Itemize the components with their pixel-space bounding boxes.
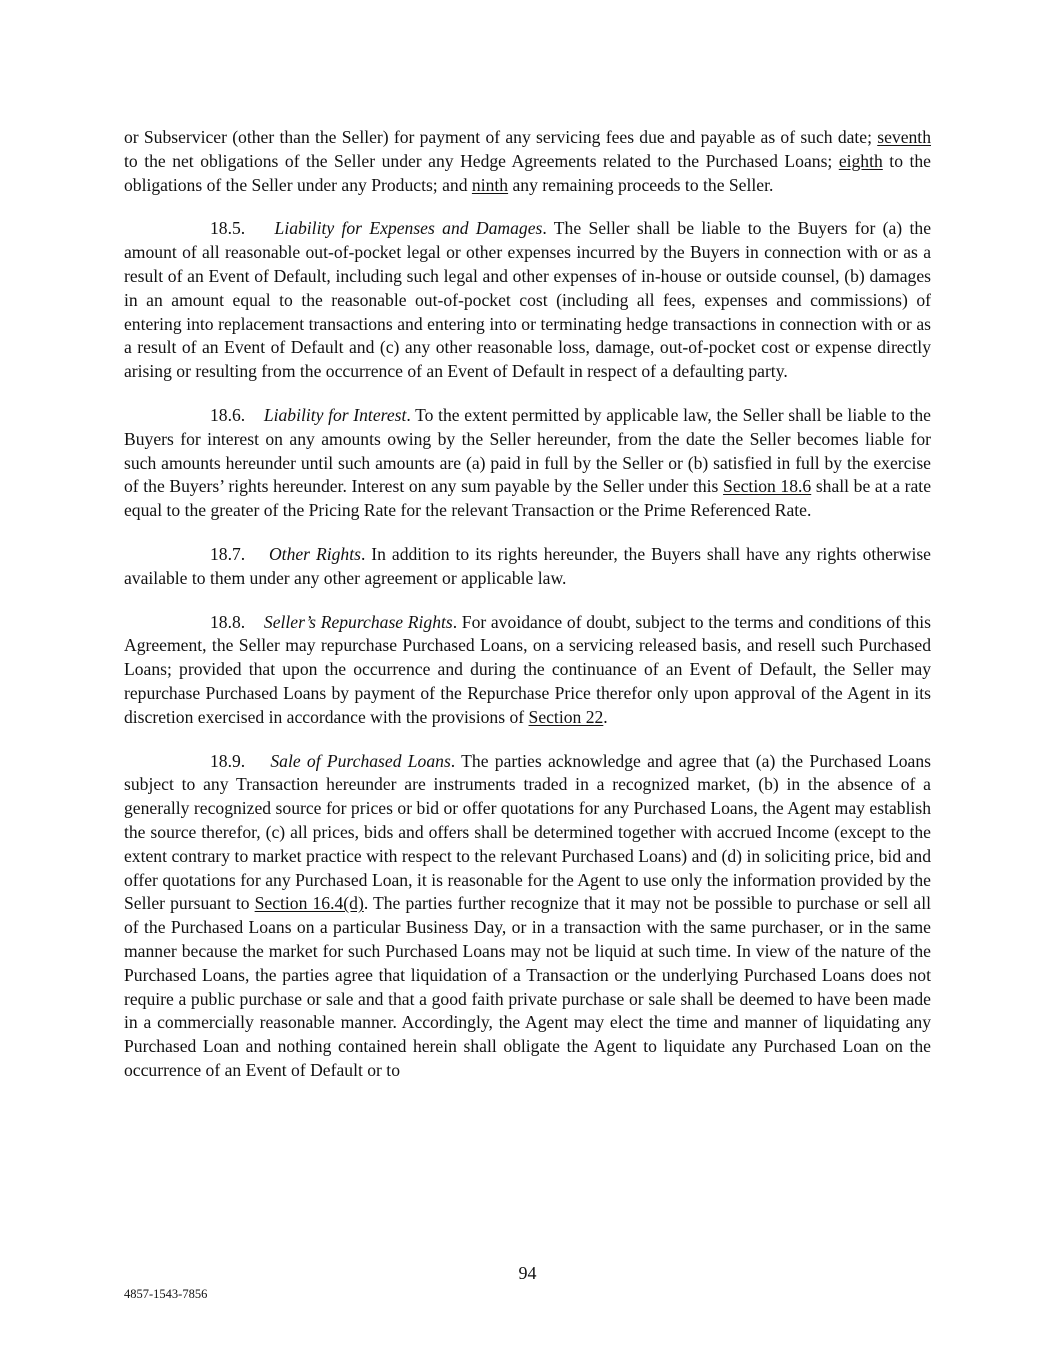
section-title: Seller’s Repurchase Rights xyxy=(263,611,453,632)
section-number: 18.5. xyxy=(210,218,246,239)
section-number: 18.6. xyxy=(210,404,246,425)
document-id: 4857-1543-7856 xyxy=(124,1287,208,1301)
underlined-term-seventh: seventh xyxy=(877,127,931,147)
section-18-5 xyxy=(124,217,931,384)
section-text: . The parties further recognize that it may not be possible to purchase or sell all of the Purchased Loans on a particular Business Day, or in a transaction with the same purchaser, or in the same manner because the market for such Purchased Loans may not be liquid at such time. In view of the nature of the Purchased Loans, the parties agree that liquidation of a Transaction or the underlying Purchased Loans does not require a public purchase or sale and that a good faith private purchase or sale shall be deemed to have been made in a commercially reasonable manner. Accordingly, the Agent may elect the time and manner of liquidating any Purchased Loan and nothing contained herein shall obligate the Agent to liquidate any Purchased Loan on the occurrence of an Event of Default or to xyxy=(124,893,931,1080)
document-body xyxy=(124,126,931,1103)
text-segment: or Subservicer (other than the Seller) for payment of any servicing fees due and payable as of such date; xyxy=(124,127,878,147)
section-reference-link[interactable]: Section 22 xyxy=(528,706,604,727)
section-number: 18.8. xyxy=(210,611,246,632)
section-number: 18.7. xyxy=(210,543,246,564)
section-reference-link[interactable]: Section 16.4(d) xyxy=(254,893,364,914)
section-text: . The parties acknowledge and agree that (a) the Purchased Loans subject to any Transaction hereunder are instruments traded in a recognized market, (b) in the absence of a generally recognized source for prices or bid or offer quotations for any Purchased Loans, the Agent may establish the source therefor, (c) all prices, bids and offers shall be determined together with accrued Income (except to the extent contrary to market practice with respect to the relevant Purchased Loans) and (d) in soliciting price, bid and offer quotations for any Purchased Loan, it is reasonable for the Agent to use only the information provided by the Seller pursuant to xyxy=(124,750,931,914)
text-segment: any remaining proceeds to the Seller. xyxy=(508,174,774,195)
section-18-7 xyxy=(124,543,931,591)
section-title: Liability for Interest xyxy=(263,404,407,425)
section-18-6 xyxy=(124,404,931,523)
section-reference-link[interactable]: Section 18.6 xyxy=(723,476,812,497)
text-segment: to the net obligations of the Seller under any Hedge Agreements related to the Purchased Loans; xyxy=(124,150,839,171)
page-number: 94 xyxy=(518,1263,537,1283)
section-text: . In addition to its rights hereunder, the Buyers shall have any rights otherwise available to them under any other agreement or applicable law. xyxy=(124,543,931,588)
text-segment: to the obligations of the Seller under any Products; and xyxy=(124,150,931,195)
section-18-9 xyxy=(124,750,931,1083)
continuation-paragraph xyxy=(124,126,931,197)
section-text: . To the extent permitted by applicable law, the Seller shall be liable to the Buyers for interest on any amounts owing by the Seller hereunder, from the date the Seller becomes liable for such amounts hereunder until such amounts are (a) paid in full by the Seller or (b) satisfied in full by the exercise of the Buyers’ rights hereunder. Interest on any sum payable by the Seller under this xyxy=(124,404,931,497)
section-18-8 xyxy=(124,611,931,730)
underlined-term-eighth: eighth xyxy=(838,150,883,171)
section-text: shall be at a rate equal to the greater of the Pricing Rate for the relevant Transaction or the Prime Referenced Rate. xyxy=(124,476,932,521)
section-title: Liability for Expenses and Damages xyxy=(274,218,543,239)
section-text: . For avoidance of doubt, subject to the terms and conditions of this Agreement, the Seller may repurchase Purchased Loans, on a servicing released basis, and resell such Purchased Loans; provided that upon the occurrence and during the continuance of an Event of Default, the Seller may repurchase Purchased Loans by payment of the Repurchase Price therefor only upon approval of the Agent in its discretion exercised in accordance with the provisions of xyxy=(124,611,931,727)
section-text: . xyxy=(603,706,608,727)
section-title: Other Rights xyxy=(268,543,361,564)
section-number: 18.9. xyxy=(210,750,246,771)
underlined-term-ninth: ninth xyxy=(471,174,509,195)
section-text: . The Seller shall be liable to the Buyers for (a) the amount of all reasonable out-of-pocket legal or other expenses incurred by the Buyers in connection with or as a result of an Event of Default, including such legal and other expenses of in-house or outside counsel, (b) damages in an amount equal to the reasonable out-of-pocket cost (including all fees, expenses and commissions) of entering into replacement transactions and entering into or terminating hedge transactions in connection with or as a result of an Event of Default and (c) any other reasonable loss, damage, out-of-pocket cost or expense directly arising or resulting from the occurrence of an Event of Default in respect of a defaulting party. xyxy=(124,218,931,382)
section-title: Sale of Purchased Loans xyxy=(270,750,451,771)
